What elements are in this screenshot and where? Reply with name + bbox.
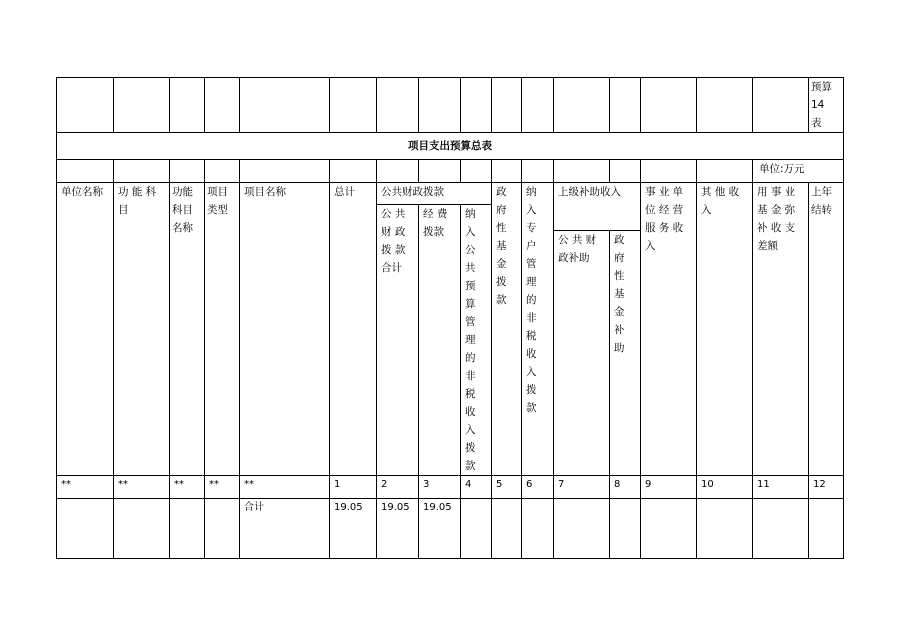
blank-cell: [330, 78, 377, 133]
header-func-subject-name: [170, 183, 205, 476]
header-public-fiscal-subsidy: 公 共 财 政补助: [554, 231, 610, 476]
table-title: 项目支出预算总表: [57, 133, 844, 160]
index-cell: 5: [492, 476, 522, 499]
index-cell: 7: [554, 476, 610, 499]
index-cell: 2: [377, 476, 419, 499]
header-project-type: [205, 183, 240, 476]
blank-cell: [205, 160, 240, 183]
header-unit-name: 单位名称: [57, 183, 114, 476]
header-line: 科目: [172, 204, 193, 216]
header-line: 功能: [172, 186, 193, 198]
header-line: 公 共: [381, 208, 406, 220]
blank-cell: [641, 78, 697, 133]
index-cell: **: [114, 476, 170, 499]
blank-cell: [697, 78, 753, 133]
unit-label: 单位:万元: [753, 160, 844, 183]
blank-cell: [377, 78, 419, 133]
index-cell: 10: [697, 476, 753, 499]
blank-cell: [522, 160, 554, 183]
index-cell: 6: [522, 476, 554, 499]
header-nontax-special: [522, 183, 554, 476]
blank-cell: [114, 160, 170, 183]
index-cell: **: [57, 476, 114, 499]
corner-label-line: 预算: [811, 81, 832, 93]
blank-cell: [240, 78, 330, 133]
blank-cell: [170, 160, 205, 183]
total-value: [809, 499, 844, 559]
budget-table: [56, 77, 844, 559]
blank-cell: [205, 499, 240, 559]
header-nontax-in-budget: [461, 205, 492, 476]
index-row: [57, 476, 844, 499]
corner-label-line: 表: [811, 117, 822, 129]
header-gov-fund: [492, 183, 522, 476]
header-vertical-text: 政府性基金拨款: [496, 186, 507, 306]
blank-cell: [554, 78, 610, 133]
corner-label: [809, 78, 844, 133]
index-cell: 3: [419, 476, 461, 499]
header-row-1: [57, 183, 844, 205]
blank-cell: [57, 160, 114, 183]
header-vertical-text: 政府性基金补助: [614, 234, 625, 355]
blank-cell: [377, 160, 419, 183]
index-cell: 12: [809, 476, 844, 499]
blank-cell: [57, 78, 114, 133]
total-value: [522, 499, 554, 559]
total-value: [554, 499, 610, 559]
unit-row: [57, 160, 844, 183]
index-cell: 9: [641, 476, 697, 499]
blank-cell: [641, 160, 697, 183]
blank-cell: [170, 78, 205, 133]
blank-cell: [610, 160, 641, 183]
header-other-income: 其 他 收 入: [697, 183, 753, 476]
total-value: [697, 499, 753, 559]
corner-label-line: 14: [811, 99, 825, 111]
blank-cell: [492, 160, 522, 183]
top-row: [57, 78, 844, 133]
total-value: [753, 499, 809, 559]
blank-cell: [461, 160, 492, 183]
blank-cell: [330, 160, 377, 183]
blank-cell: [610, 78, 641, 133]
header-line: 财 政: [381, 226, 406, 238]
blank-cell: [114, 78, 170, 133]
header-business-income: 事 业 单 位 经 营 服 务 收 入: [641, 183, 697, 476]
total-value: 19.05: [330, 499, 377, 559]
index-cell: 4: [461, 476, 492, 499]
index-cell: 1: [330, 476, 377, 499]
header-operating-funds: 经 费 拨款: [419, 205, 461, 476]
total-row: [57, 499, 844, 559]
header-line: 类型: [207, 204, 228, 216]
blank-cell: [461, 78, 492, 133]
header-fund-gap: 用 事 业 基 金 弥 补 收 支 差额: [753, 183, 809, 476]
header-public-fiscal-appropriation: [377, 205, 419, 476]
blank-cell: [753, 78, 809, 133]
blank-cell: [492, 78, 522, 133]
blank-cell: [554, 160, 610, 183]
total-label: 合计: [240, 499, 330, 559]
header-line: 拨 款: [381, 244, 406, 256]
total-value: [461, 499, 492, 559]
index-cell: **: [205, 476, 240, 499]
header-gov-fund-subsidy: [610, 231, 641, 476]
blank-cell: [419, 160, 461, 183]
blank-cell: [240, 160, 330, 183]
total-value: [610, 499, 641, 559]
total-value: 19.05: [419, 499, 461, 559]
title-row: [57, 133, 844, 160]
index-cell: 8: [610, 476, 641, 499]
blank-cell: [57, 499, 114, 559]
header-vertical-text: 纳入专户管理的非税收入拨款: [526, 186, 537, 414]
blank-cell: [170, 499, 205, 559]
header-line: 合计: [381, 262, 402, 274]
header-line: 名称: [172, 222, 193, 234]
header-prior-carryover: 上年结转: [809, 183, 844, 476]
blank-cell: [205, 78, 240, 133]
total-value: 19.05: [377, 499, 419, 559]
blank-cell: [522, 78, 554, 133]
header-vertical-text: 纳入公共预算管理的非税收入拨款: [465, 208, 476, 472]
header-total: 总计: [330, 183, 377, 476]
header-line: 项目: [207, 186, 228, 198]
index-cell: 11: [753, 476, 809, 499]
header-func-subject: 功 能 科 目: [114, 183, 170, 476]
blank-cell: [114, 499, 170, 559]
total-value: [492, 499, 522, 559]
blank-cell: [697, 160, 753, 183]
header-public-fiscal: 公共财政拨款: [377, 183, 492, 205]
blank-cell: [419, 78, 461, 133]
total-value: [641, 499, 697, 559]
header-project-name: 项目名称: [240, 183, 330, 476]
header-superior-subsidy: 上级补助收入: [554, 183, 641, 231]
index-cell: **: [170, 476, 205, 499]
index-cell: **: [240, 476, 330, 499]
